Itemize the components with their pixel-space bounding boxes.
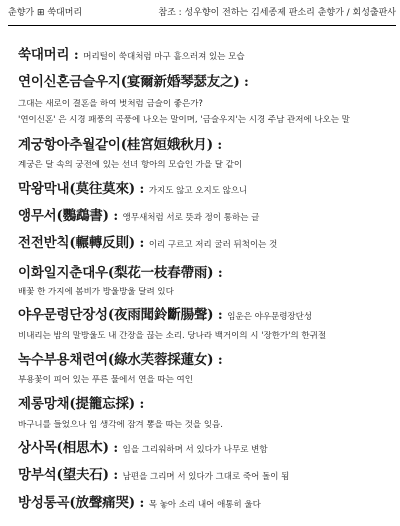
entry-definition: 부용꽃이 피어 있는 푸른 물에서 연을 따는 여인 [18, 375, 193, 385]
entry-colon: : [134, 496, 149, 511]
glossary-entry [18, 303, 398, 323]
glossary-entry [18, 436, 398, 456]
entry-colon: : [108, 209, 123, 224]
entry-definition: 배꽃 한 가지에 봄비가 방울방울 달려 있다 [18, 287, 174, 297]
header-reference: 참조 : 성우향이 전하는 김세종제 판소리 춘향가 / 회성출판사 [158, 8, 396, 18]
glossary-entry [18, 70, 398, 90]
entry-term: 야우문령단장성(夜雨聞鈴斷腸聲) [18, 307, 214, 323]
entry-definition: '연이신혼' 은 시경 패풍의 곡풍에 나오는 말이며, '금슬우지'는 시경 주남 관저에 나오는 말 [18, 115, 350, 125]
entry-colon: : [213, 266, 223, 281]
entry-term: 이화일지춘대우(梨花一枝春帶雨) [18, 265, 214, 281]
entry-definition: 이리 구르고 저리 굴러 뒤척이는 것 [148, 240, 278, 250]
entry-term: 쑥대머리 [18, 47, 70, 63]
entry-colon: : [134, 182, 149, 197]
entry-definition: 임을 그리워하며 서 있다가 나무로 변함 [122, 445, 268, 455]
entry-definition: 목 놓아 소리 내어 애통히 울다 [148, 500, 261, 510]
header-rule [8, 25, 396, 26]
glossary-entry [18, 491, 398, 511]
entry-definition: 앵무새처럼 서로 뜻과 정이 통하는 글 [122, 213, 260, 223]
entry-term: 연이신혼금슬우지(宴爾新婚琴瑟友之) [18, 74, 240, 90]
page-header [8, 8, 396, 19]
entry-colon: : [213, 308, 228, 323]
entry-definition: 비내리는 밤의 말방울도 내 간장을 끊는 소리. 당나라 백거이의 시 '장한가'의 한귀절 [18, 331, 327, 341]
entry-definition: 가지도 않고 오지도 않으니 [148, 186, 248, 196]
entry-term: 앵무서(鸚鵡書) [18, 208, 109, 224]
entry-definition: 바구니를 들었으나 임 생각에 잠겨 뽕을 따는 것을 잊음. [18, 420, 223, 430]
glossary-entry [18, 348, 398, 368]
entry-definition: 남편을 그리며 서 있다가 그대로 죽어 돌이 됨 [122, 472, 290, 482]
glossary-entry [18, 261, 398, 281]
entry-term: 상사목(相思木) [18, 440, 109, 456]
entry-term: 녹수부용채련여(綠水芙蓉採蓮女) [18, 352, 214, 368]
entry-colon: : [239, 75, 249, 90]
entry-colon: : [108, 441, 123, 456]
entry-definition: 머리털이 쑥대처럼 마구 흩으러져 있는 모습 [83, 52, 245, 62]
glossary-entry [18, 231, 398, 251]
entry-colon: : [213, 353, 223, 368]
entry-definition: 계궁은 달 속의 궁전에 있는 선녀 항아의 모습인 가을 달 같이 [18, 160, 243, 170]
entry-term: 막왕막내(莫往莫來) [18, 181, 135, 197]
entry-term: 방성통곡(放聲痛哭) [18, 495, 135, 511]
entry-definition: 그대는 새로이 결혼을 하여 벗처럼 금슬이 좋은가? [18, 99, 203, 109]
entry-definition: 임운은 야우문령장단성 [227, 312, 313, 322]
entry-term: 전전반칙(輾轉反則) [18, 235, 135, 251]
entry-colon: : [108, 468, 123, 483]
glossary-entry [18, 204, 398, 224]
entry-colon: : [212, 138, 223, 153]
glossary-entry [18, 463, 398, 483]
glossary-entry [18, 133, 398, 153]
entry-term: 계궁항아추월같이(桂宮姮娥秋月) [18, 137, 213, 153]
glossary-entry [18, 177, 398, 197]
glossary-entry [18, 392, 398, 412]
entry-term: 제롱망채(提籠忘採) [18, 396, 135, 412]
entry-term: 망부석(望夫石) [18, 467, 109, 483]
header-title: 춘향가 ⊞ 쑥대머리 [8, 8, 83, 18]
entry-colon: : [134, 397, 145, 412]
entry-colon: : [134, 236, 149, 251]
entry-colon: : [69, 48, 84, 63]
glossary-entry [18, 43, 398, 63]
